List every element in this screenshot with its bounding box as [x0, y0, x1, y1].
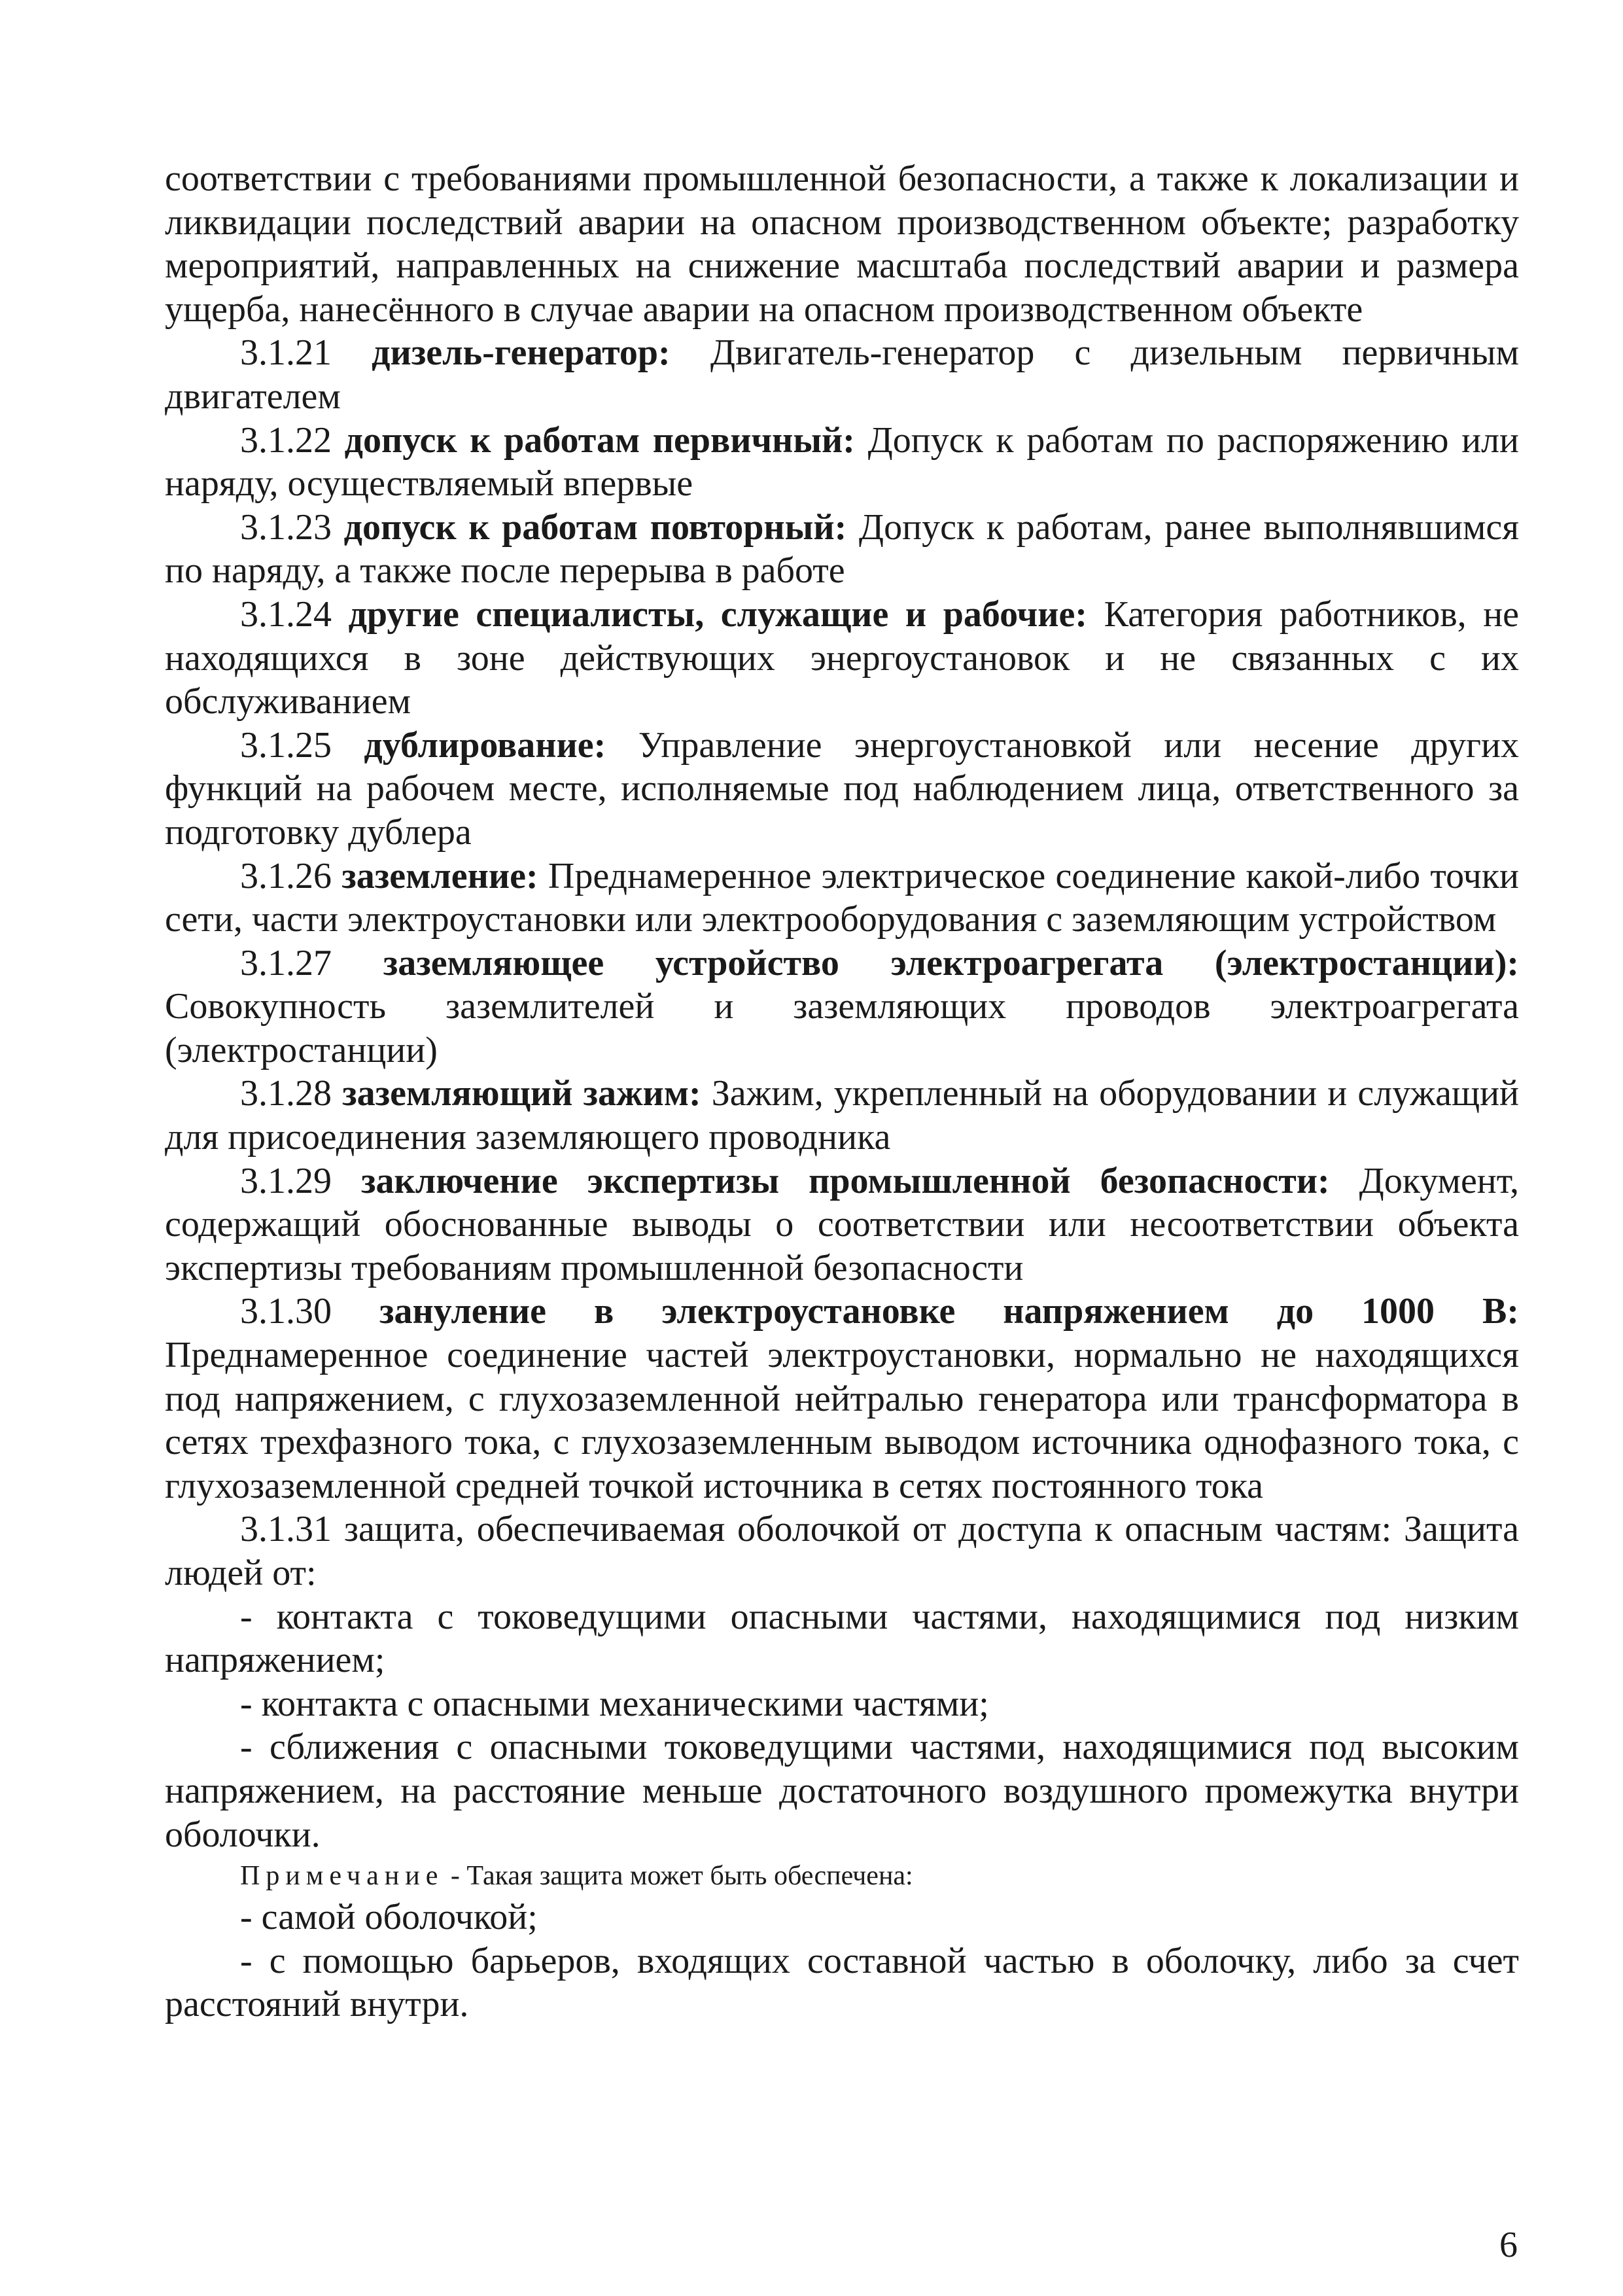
definition-3-1-25 — [165, 724, 1519, 855]
definition-text: Зажим, укрепленный на оборудовании и служащий для присоединения заземляющего проводника — [165, 1073, 1520, 1158]
definition-number: 3.1.25 — [240, 724, 332, 766]
definition-term: дублирование: — [364, 724, 606, 766]
definition-text: Преднамеренное электрическое соединение какой-либо точки сети, части электроустановки или электрооборудования с заземляющим устройством — [165, 855, 1520, 940]
definition-3-1-24 — [165, 593, 1519, 724]
definition-number: 3.1.29 — [240, 1160, 332, 1201]
list-item: - контакта с опасными механическими частями; — [240, 1683, 989, 1724]
definition-3-1-31 — [165, 1508, 1519, 1595]
definition-text: защита, обеспечиваемая оболочкой от доступа к опасным частям: Защита людей от: — [165, 1509, 1520, 1593]
document-page — [165, 157, 1519, 2026]
page-number: 6 — [1499, 2225, 1518, 2265]
definition-3-1-22 — [165, 419, 1519, 506]
list-item: - сближения с опасными токоведущими частями, находящимися под высоким напряжением, на расстояние меньше достаточного воздушного промежутка внутри оболочки. — [165, 1727, 1519, 1855]
definition-text: Двигатель-генератор с дизельным первичным двигателем — [165, 332, 1519, 417]
note-label: Примечание — [240, 1861, 444, 1892]
note — [165, 1856, 1519, 1896]
definition-text: Документ, содержащий обоснованные выводы о соответствии или несоответствии объекта экспертизы требованиям промышленной безопасности — [165, 1160, 1520, 1288]
definition-number: 3.1.22 — [240, 419, 332, 461]
definition-term: другие специалисты, служащие и рабочие: — [348, 593, 1088, 635]
definition-3-1-21 — [165, 331, 1519, 418]
definition-3-1-29 — [165, 1159, 1519, 1290]
definition-number: 3.1.24 — [240, 593, 332, 635]
definition-number: 3.1.23 — [240, 506, 332, 548]
definition-text: Допуск к работам, ранее выполнявшимся по наряду, а также после перерыва в работе — [165, 506, 1519, 592]
definition-text: Допуск к работам по распоряжению или наряду, осуществляемый впервые — [165, 419, 1519, 504]
note-list-item: - с помощью барьеров, входящих составной частью в оболочку, либо за счет расстояний внутри. — [165, 1940, 1519, 2025]
list-item: - контакта с токоведущими опасными частями, находящимися под низким напряжением; — [165, 1596, 1519, 1681]
definition-term: дизель-генератор: — [372, 332, 671, 374]
definition-term: заземляющий зажим: — [342, 1073, 701, 1114]
definition-term: зануление в электроустановке напряжением до 1000 В: — [379, 1291, 1520, 1332]
definition-number: 3.1.26 — [240, 855, 332, 896]
definition-3-1-30 — [165, 1290, 1519, 1508]
note-list-item: - самой оболочкой; — [240, 1897, 538, 1938]
note-text: - Такая защита может быть обеспечена: — [444, 1861, 913, 1892]
definition-text: Управление энергоустановкой или несение других функций на рабочем месте, исполняемые под наблюдением лица, ответственного за подготовку дублера — [165, 724, 1519, 853]
definition-3-1-27 — [165, 942, 1519, 1072]
definition-number: 3.1.30 — [240, 1291, 332, 1332]
definition-term: заключение экспертизы промышленной безопасности: — [361, 1160, 1330, 1201]
definition-term: заземляющее устройство электроагрегата (электростанции): — [383, 942, 1519, 983]
definition-number: 3.1.27 — [240, 942, 332, 983]
definition-3-1-28 — [165, 1072, 1519, 1159]
definition-text: Совокупность заземлителей и заземляющих проводов электроагрегата (электростанции) — [165, 986, 1519, 1070]
continuation-paragraph: соответствии с требованиями промышленной безопасности, а также к локализации и ликвидации последствий аварии на опасном производственном объекте; разработку мероприятий, направленных на снижение масштаба последствий аварии и размера ущерба, нанесённого в случае аварии на опасном производственном объекте — [165, 158, 1519, 330]
definition-term: допуск к работам повторный: — [343, 506, 847, 548]
definition-text: Преднамеренное соединение частей электроустановки, нормально не находящихся под напряжением, с глухозаземленной нейтралью генератора или трансформатора в сетях трехфазного тока, с глухозаземленным выводом источника однофазного тока, с глухозаземленной средней точкой источника в сетях постоянного тока — [165, 1335, 1519, 1506]
definition-term: допуск к работам первичный: — [344, 419, 855, 461]
definition-text: Категория работников, не находящихся в зоне действующих энергоустановок и не связанных с их обслуживанием — [165, 593, 1520, 722]
definition-number: 3.1.21 — [240, 332, 332, 374]
definition-3-1-23 — [165, 506, 1519, 593]
definition-3-1-26 — [165, 855, 1519, 942]
definition-number: 3.1.28 — [240, 1073, 332, 1114]
definition-term: заземление: — [341, 855, 538, 896]
definition-number: 3.1.31 — [240, 1509, 332, 1550]
